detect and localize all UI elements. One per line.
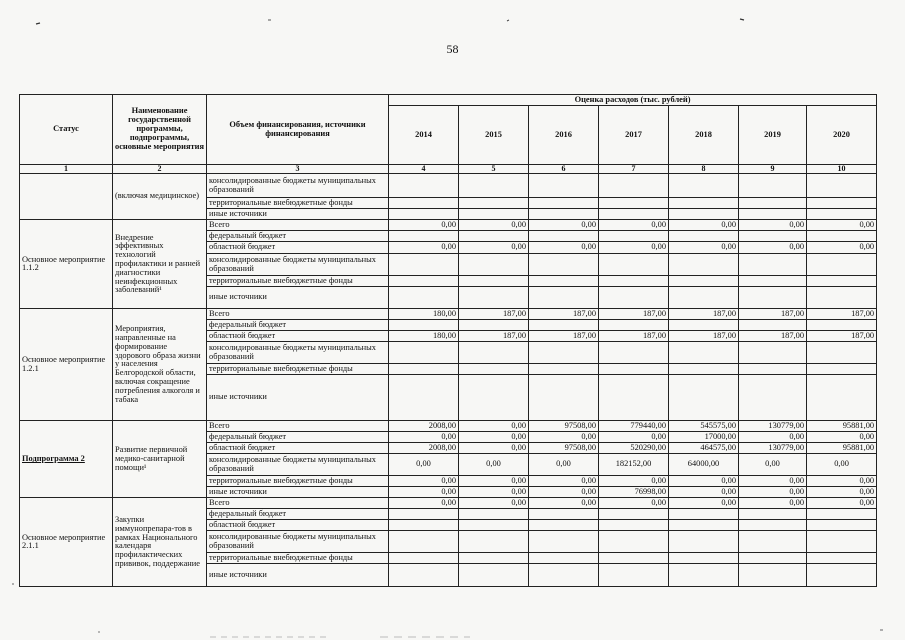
value-cell: 64000,00: [669, 454, 739, 476]
value-cell: [669, 231, 739, 242]
value-cell: [389, 254, 459, 276]
value-cell: [807, 276, 877, 287]
value-cell: [739, 520, 807, 531]
value-cell: [389, 531, 459, 553]
value-cell: 0,00: [739, 476, 807, 487]
column-number: 1: [20, 165, 113, 174]
value-cell: [739, 553, 807, 564]
value-cell: [459, 509, 529, 520]
value-cell: [669, 174, 739, 198]
value-cell: 187,00: [529, 331, 599, 342]
value-cell: 779440,00: [599, 421, 669, 432]
funding-source: консолидированные бюджеты муниципальных образований: [207, 531, 389, 553]
column-number: 2: [113, 165, 207, 174]
value-cell: 0,00: [459, 498, 529, 509]
value-cell: [529, 509, 599, 520]
value-cell: [807, 198, 877, 209]
value-cell: [739, 231, 807, 242]
row-status: [20, 174, 113, 220]
header-name: Наименование государственной программы, подпрограммы, основные мероприятия: [113, 95, 207, 165]
row-name: Мероприятия, направленные на формирование здорового образа жизни у населения Белгородской области, включая сокращение потребления алкоголя и табака: [113, 309, 207, 421]
value-cell: [529, 276, 599, 287]
funding-source: Всего: [207, 498, 389, 509]
value-cell: [739, 564, 807, 587]
value-cell: 0,00: [389, 487, 459, 498]
value-cell: [739, 287, 807, 309]
value-cell: 95881,00: [807, 421, 877, 432]
value-cell: 180,00: [389, 309, 459, 320]
value-cell: [389, 287, 459, 309]
value-cell: [389, 520, 459, 531]
funding-source: консолидированные бюджеты муниципальных образований: [207, 454, 389, 476]
value-cell: [599, 531, 669, 553]
header-year: 2019: [739, 106, 807, 165]
value-cell: [459, 564, 529, 587]
value-cell: [599, 198, 669, 209]
value-cell: 180,00: [389, 331, 459, 342]
funding-source: Всего: [207, 220, 389, 231]
value-cell: [669, 342, 739, 364]
header-year: 2015: [459, 106, 529, 165]
funding-source: федеральный бюджет: [207, 231, 389, 242]
value-cell: 0,00: [389, 432, 459, 443]
value-cell: [599, 231, 669, 242]
value-cell: 0,00: [807, 454, 877, 476]
value-cell: 187,00: [599, 331, 669, 342]
table-row: [20, 498, 877, 509]
value-cell: 187,00: [807, 309, 877, 320]
value-cell: 0,00: [669, 220, 739, 231]
funding-source: областной бюджет: [207, 520, 389, 531]
value-cell: 17000,00: [669, 432, 739, 443]
value-cell: [807, 564, 877, 587]
value-cell: 0,00: [459, 421, 529, 432]
value-cell: [669, 320, 739, 331]
funding-source: консолидированные бюджеты муниципальных образований: [207, 342, 389, 364]
value-cell: [807, 254, 877, 276]
value-cell: 0,00: [739, 498, 807, 509]
value-cell: 0,00: [459, 454, 529, 476]
value-cell: [807, 375, 877, 421]
value-cell: 0,00: [669, 487, 739, 498]
value-cell: [739, 174, 807, 198]
value-cell: 0,00: [599, 220, 669, 231]
value-cell: [807, 553, 877, 564]
value-cell: [669, 254, 739, 276]
header-year: 2017: [599, 106, 669, 165]
funding-source: федеральный бюджет: [207, 320, 389, 331]
value-cell: [739, 342, 807, 364]
value-cell: 0,00: [459, 443, 529, 454]
value-cell: [739, 198, 807, 209]
header-volume: Объем финансирования, источники финансирования: [207, 95, 389, 165]
value-cell: 130779,00: [739, 421, 807, 432]
value-cell: 0,00: [807, 432, 877, 443]
value-cell: [389, 564, 459, 587]
value-cell: [529, 520, 599, 531]
budget-table-wrapper: [19, 94, 876, 587]
value-cell: 187,00: [459, 331, 529, 342]
funding-source: федеральный бюджет: [207, 432, 389, 443]
value-cell: [599, 254, 669, 276]
value-cell: [529, 174, 599, 198]
value-cell: 0,00: [459, 242, 529, 254]
table-body: [20, 174, 877, 587]
value-cell: [669, 509, 739, 520]
value-cell: 95881,00: [807, 443, 877, 454]
value-cell: [389, 231, 459, 242]
value-cell: [529, 364, 599, 375]
value-cell: [807, 174, 877, 198]
value-cell: 0,00: [389, 454, 459, 476]
value-cell: [529, 553, 599, 564]
row-name: Закупки иммунопрепара-тов в рамках Национального календаря профилактических прививок, поддержание: [113, 498, 207, 587]
value-cell: [389, 198, 459, 209]
value-cell: [599, 320, 669, 331]
row-name: (включая медицинское): [113, 174, 207, 220]
value-cell: [389, 364, 459, 375]
value-cell: 0,00: [529, 487, 599, 498]
value-cell: 0,00: [807, 476, 877, 487]
value-cell: 187,00: [739, 309, 807, 320]
value-cell: 0,00: [669, 242, 739, 254]
value-cell: 0,00: [389, 498, 459, 509]
value-cell: [739, 509, 807, 520]
funding-source: областной бюджет: [207, 242, 389, 254]
value-cell: 187,00: [669, 331, 739, 342]
column-number: 7: [599, 165, 669, 174]
value-cell: 0,00: [529, 220, 599, 231]
value-cell: 187,00: [669, 309, 739, 320]
value-cell: 0,00: [807, 487, 877, 498]
value-cell: [529, 375, 599, 421]
value-cell: [599, 342, 669, 364]
value-cell: [529, 198, 599, 209]
value-cell: [529, 342, 599, 364]
value-cell: 0,00: [669, 498, 739, 509]
value-cell: [529, 320, 599, 331]
funding-source: территориальные внебюджетные фонды: [207, 198, 389, 209]
value-cell: 545575,00: [669, 421, 739, 432]
value-cell: 0,00: [459, 432, 529, 443]
funding-source: территориальные внебюджетные фонды: [207, 476, 389, 487]
funding-source: областной бюджет: [207, 331, 389, 342]
value-cell: [599, 564, 669, 587]
funding-source: иные источники: [207, 375, 389, 421]
funding-source: территориальные внебюджетные фонды: [207, 364, 389, 375]
value-cell: 0,00: [599, 242, 669, 254]
value-cell: 0,00: [389, 242, 459, 254]
value-cell: [669, 553, 739, 564]
value-cell: 0,00: [669, 476, 739, 487]
funding-source: Всего: [207, 421, 389, 432]
value-cell: [389, 553, 459, 564]
value-cell: [459, 231, 529, 242]
value-cell: 187,00: [599, 309, 669, 320]
funding-source: консолидированные бюджеты муниципальных образований: [207, 174, 389, 198]
header-status: Статус: [20, 95, 113, 165]
value-cell: 97508,00: [529, 443, 599, 454]
header-year: 2014: [389, 106, 459, 165]
header-year: 2020: [807, 106, 877, 165]
value-cell: [389, 174, 459, 198]
funding-source: Всего: [207, 309, 389, 320]
budget-table: [19, 94, 877, 587]
table-row: [20, 220, 877, 231]
value-cell: [599, 509, 669, 520]
value-cell: 0,00: [529, 498, 599, 509]
value-cell: [599, 209, 669, 220]
value-cell: 0,00: [739, 487, 807, 498]
row-status: Подпрограмма 2: [20, 421, 113, 498]
value-cell: [807, 209, 877, 220]
value-cell: 0,00: [739, 454, 807, 476]
value-cell: 2008,00: [389, 421, 459, 432]
value-cell: [669, 209, 739, 220]
value-cell: [529, 287, 599, 309]
value-cell: [459, 254, 529, 276]
value-cell: [459, 287, 529, 309]
value-cell: [669, 287, 739, 309]
column-number: 6: [529, 165, 599, 174]
value-cell: [529, 531, 599, 553]
value-cell: [669, 198, 739, 209]
value-cell: 187,00: [739, 331, 807, 342]
value-cell: 520290,00: [599, 443, 669, 454]
funding-source: областной бюджет: [207, 443, 389, 454]
column-number: 9: [739, 165, 807, 174]
table-row: [20, 174, 877, 198]
value-cell: [459, 531, 529, 553]
row-status: Основное мероприятие 1.1.2: [20, 220, 113, 309]
value-cell: [529, 209, 599, 220]
value-cell: [739, 276, 807, 287]
funding-source: территориальные внебюджетные фонды: [207, 553, 389, 564]
value-cell: 0,00: [739, 220, 807, 231]
value-cell: [389, 509, 459, 520]
value-cell: 0,00: [599, 432, 669, 443]
column-number: 3: [207, 165, 389, 174]
funding-source: иные источники: [207, 287, 389, 309]
value-cell: [389, 209, 459, 220]
value-cell: [389, 375, 459, 421]
value-cell: [807, 320, 877, 331]
value-cell: [807, 520, 877, 531]
value-cell: [669, 375, 739, 421]
funding-source: консолидированные бюджеты муниципальных образований: [207, 254, 389, 276]
funding-source: иные источники: [207, 564, 389, 587]
value-cell: [669, 276, 739, 287]
value-cell: [669, 531, 739, 553]
value-cell: [739, 209, 807, 220]
column-number: 5: [459, 165, 529, 174]
value-cell: [459, 198, 529, 209]
value-cell: [807, 342, 877, 364]
value-cell: 0,00: [529, 454, 599, 476]
value-cell: [389, 320, 459, 331]
value-cell: [599, 520, 669, 531]
value-cell: 0,00: [807, 498, 877, 509]
value-cell: 0,00: [599, 498, 669, 509]
value-cell: [669, 364, 739, 375]
value-cell: [459, 320, 529, 331]
value-cell: [599, 276, 669, 287]
value-cell: [459, 553, 529, 564]
value-cell: [459, 174, 529, 198]
row-status: Основное мероприятие 1.2.1: [20, 309, 113, 421]
value-cell: 0,00: [739, 242, 807, 254]
value-cell: [459, 209, 529, 220]
value-cell: 187,00: [459, 309, 529, 320]
value-cell: 0,00: [529, 242, 599, 254]
value-cell: [739, 320, 807, 331]
value-cell: 0,00: [529, 476, 599, 487]
value-cell: [459, 520, 529, 531]
value-cell: 76998,00: [599, 487, 669, 498]
value-cell: [599, 553, 669, 564]
value-cell: [807, 231, 877, 242]
table-header: [20, 95, 877, 174]
value-cell: [739, 364, 807, 375]
header-year: 2016: [529, 106, 599, 165]
value-cell: 187,00: [807, 331, 877, 342]
page-number: 58: [446, 42, 459, 56]
value-cell: [459, 364, 529, 375]
value-cell: 0,00: [459, 220, 529, 231]
table-row: [20, 421, 877, 432]
value-cell: [389, 276, 459, 287]
value-cell: 0,00: [599, 476, 669, 487]
value-cell: [669, 564, 739, 587]
funding-source: территориальные внебюджетные фонды: [207, 276, 389, 287]
row-status: Основное мероприятие 2.1.1: [20, 498, 113, 587]
value-cell: [599, 174, 669, 198]
row-name: Развитие первичной медико-санитарной помощи¹: [113, 421, 207, 498]
value-cell: [807, 531, 877, 553]
value-cell: [599, 364, 669, 375]
value-cell: [529, 564, 599, 587]
value-cell: 0,00: [389, 220, 459, 231]
value-cell: [389, 342, 459, 364]
value-cell: [739, 375, 807, 421]
value-cell: [807, 287, 877, 309]
value-cell: 187,00: [529, 309, 599, 320]
value-cell: [459, 375, 529, 421]
value-cell: [807, 364, 877, 375]
value-cell: [599, 287, 669, 309]
value-cell: 464575,00: [669, 443, 739, 454]
column-number: 8: [669, 165, 739, 174]
value-cell: 0,00: [529, 432, 599, 443]
value-cell: [459, 342, 529, 364]
header-estimate: Оценка расходов (тыс. рублей): [389, 95, 877, 106]
funding-source: иные источники: [207, 487, 389, 498]
row-name: Внедрение эффективных технологий профилактики и ранней диагностики неинфекционных заболеваний¹: [113, 220, 207, 309]
value-cell: 182152,00: [599, 454, 669, 476]
table-row: [20, 309, 877, 320]
value-cell: 0,00: [459, 476, 529, 487]
value-cell: 0,00: [807, 242, 877, 254]
funding-source: федеральный бюджет: [207, 509, 389, 520]
column-number: 4: [389, 165, 459, 174]
value-cell: [739, 254, 807, 276]
funding-source: иные источники: [207, 209, 389, 220]
value-cell: 0,00: [389, 476, 459, 487]
value-cell: [529, 231, 599, 242]
value-cell: 2008,00: [389, 443, 459, 454]
value-cell: 0,00: [739, 432, 807, 443]
value-cell: 0,00: [459, 487, 529, 498]
value-cell: [599, 375, 669, 421]
value-cell: 130779,00: [739, 443, 807, 454]
value-cell: [529, 254, 599, 276]
value-cell: [669, 520, 739, 531]
value-cell: [739, 531, 807, 553]
header-year: 2018: [669, 106, 739, 165]
value-cell: 97508,00: [529, 421, 599, 432]
value-cell: [459, 276, 529, 287]
value-cell: 0,00: [807, 220, 877, 231]
column-number: 10: [807, 165, 877, 174]
value-cell: [807, 509, 877, 520]
